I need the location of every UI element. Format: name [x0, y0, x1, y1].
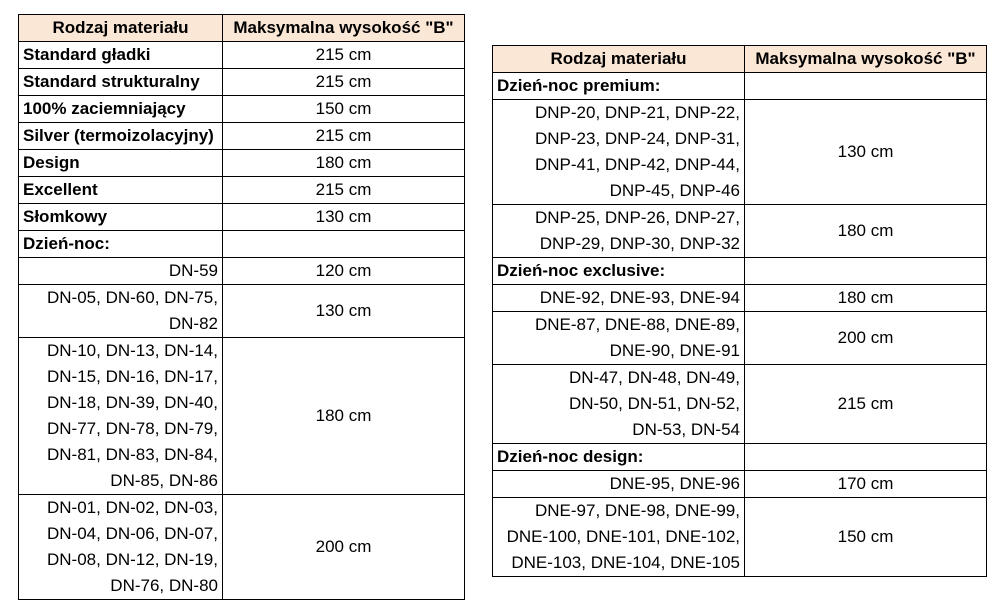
group-label: Dzień-noc:	[19, 231, 223, 258]
group-label: Dzień-noc design:	[493, 444, 745, 471]
code-line: DN-10, DN-13, DN-14,	[47, 341, 218, 360]
group-row	[19, 231, 465, 258]
group-row	[493, 73, 987, 100]
code-line: DNE-103, DNE-104, DNE-105	[511, 553, 740, 572]
table-row	[19, 69, 465, 96]
header-row	[19, 15, 465, 42]
height-value: 150 cm	[745, 498, 987, 577]
table-row	[19, 123, 465, 150]
group-row	[493, 444, 987, 471]
material-name: 100% zaciemniający	[19, 96, 223, 123]
right-table	[492, 45, 987, 577]
material-name: Excellent	[19, 177, 223, 204]
height-value: 130 cm	[223, 285, 465, 338]
model-codes	[493, 365, 745, 444]
height-value: 215 cm	[223, 177, 465, 204]
code-line: DN-47, DN-48, DN-49,	[569, 368, 740, 387]
height-value: 215 cm	[223, 69, 465, 96]
table-row	[19, 204, 465, 231]
code-line: DNP-41, DNP-42, DNP-44,	[534, 155, 740, 174]
table-row	[19, 177, 465, 204]
height-value: 150 cm	[223, 96, 465, 123]
height-value: 180 cm	[223, 150, 465, 177]
model-codes	[493, 205, 745, 258]
code-line: DNE-87, DNE-88, DNE-89,	[534, 315, 740, 334]
table-row	[19, 96, 465, 123]
code-line: DN-50, DN-51, DN-52,	[569, 394, 740, 413]
empty-cell	[745, 258, 987, 285]
material-name: Standard gładki	[19, 42, 223, 69]
empty-cell	[745, 73, 987, 100]
material-name: Design	[19, 150, 223, 177]
material-name: Standard strukturalny	[19, 69, 223, 96]
code-line: DNE-92, DNE-93, DNE-94	[539, 288, 740, 307]
code-line: DN-01, DN-02, DN-03,	[47, 498, 218, 517]
height-value: 200 cm	[223, 495, 465, 600]
code-line: DN-18, DN-39, DN-40,	[47, 393, 218, 412]
height-value: 215 cm	[223, 42, 465, 69]
material-name: Słomkowy	[19, 204, 223, 231]
code-line: DN-77, DN-78, DN-79,	[47, 419, 218, 438]
model-codes	[493, 471, 745, 498]
model-codes	[493, 312, 745, 365]
table-row	[19, 258, 465, 285]
table-row	[19, 338, 465, 495]
model-codes	[493, 285, 745, 312]
code-line: DNE-100, DNE-101, DNE-102,	[506, 527, 740, 546]
model-codes	[19, 495, 223, 600]
table-row	[493, 498, 987, 577]
model-codes	[19, 285, 223, 338]
height-value: 180 cm	[745, 285, 987, 312]
code-line: DN-53, DN-54	[632, 420, 740, 439]
code-line: DN-05, DN-60, DN-75,	[47, 288, 218, 307]
model-codes	[493, 100, 745, 205]
table-row	[493, 471, 987, 498]
code-line: DN-85, DN-86	[110, 471, 218, 490]
table-row	[493, 100, 987, 205]
code-line: DNE-95, DNE-96	[609, 474, 740, 493]
header-material: Rodzaj materiału	[19, 15, 223, 42]
code-line: DN-08, DN-12, DN-19,	[47, 550, 218, 569]
height-value: 120 cm	[223, 258, 465, 285]
height-value: 215 cm	[223, 123, 465, 150]
height-value: 215 cm	[745, 365, 987, 444]
group-label: Dzień-noc exclusive:	[493, 258, 745, 285]
code-line: DN-81, DN-83, DN-84,	[47, 445, 218, 464]
model-codes	[19, 258, 223, 285]
code-line: DNE-97, DNE-98, DNE-99,	[534, 501, 740, 520]
code-line: DNE-90, DNE-91	[609, 341, 740, 360]
code-line: DNP-20, DNP-21, DNP-22,	[534, 103, 740, 122]
model-codes	[19, 338, 223, 495]
code-line: DNP-25, DNP-26, DNP-27,	[534, 208, 740, 227]
table-row	[19, 42, 465, 69]
code-line: DN-82	[168, 314, 218, 333]
model-codes	[493, 498, 745, 577]
height-value: 180 cm	[745, 205, 987, 258]
height-value: 130 cm	[223, 204, 465, 231]
code-line: DNP-23, DNP-24, DNP-31,	[534, 129, 740, 148]
group-label: Dzień-noc premium:	[493, 73, 745, 100]
table-row	[19, 285, 465, 338]
header-height: Maksymalna wysokość "B"	[223, 15, 465, 42]
empty-cell	[745, 444, 987, 471]
table-row	[493, 285, 987, 312]
table-row	[19, 495, 465, 600]
header-height: Maksymalna wysokość "B"	[745, 46, 987, 73]
group-row	[493, 258, 987, 285]
header-material: Rodzaj materiału	[493, 46, 745, 73]
header-row	[493, 46, 987, 73]
table-row	[493, 365, 987, 444]
table-row	[493, 205, 987, 258]
height-value: 130 cm	[745, 100, 987, 205]
table-row	[19, 150, 465, 177]
left-table	[18, 14, 465, 600]
height-value: 170 cm	[745, 471, 987, 498]
empty-cell	[223, 231, 465, 258]
height-value: 180 cm	[223, 338, 465, 495]
table-row	[493, 312, 987, 365]
code-line: DN-59	[168, 261, 218, 280]
material-name: Silver (termoizolacyjny)	[19, 123, 223, 150]
code-line: DNP-45, DNP-46	[609, 181, 740, 200]
code-line: DN-76, DN-80	[110, 576, 218, 595]
code-line: DN-04, DN-06, DN-07,	[47, 524, 218, 543]
height-value: 200 cm	[745, 312, 987, 365]
code-line: DNP-29, DNP-30, DNP-32	[539, 234, 740, 253]
code-line: DN-15, DN-16, DN-17,	[47, 367, 218, 386]
